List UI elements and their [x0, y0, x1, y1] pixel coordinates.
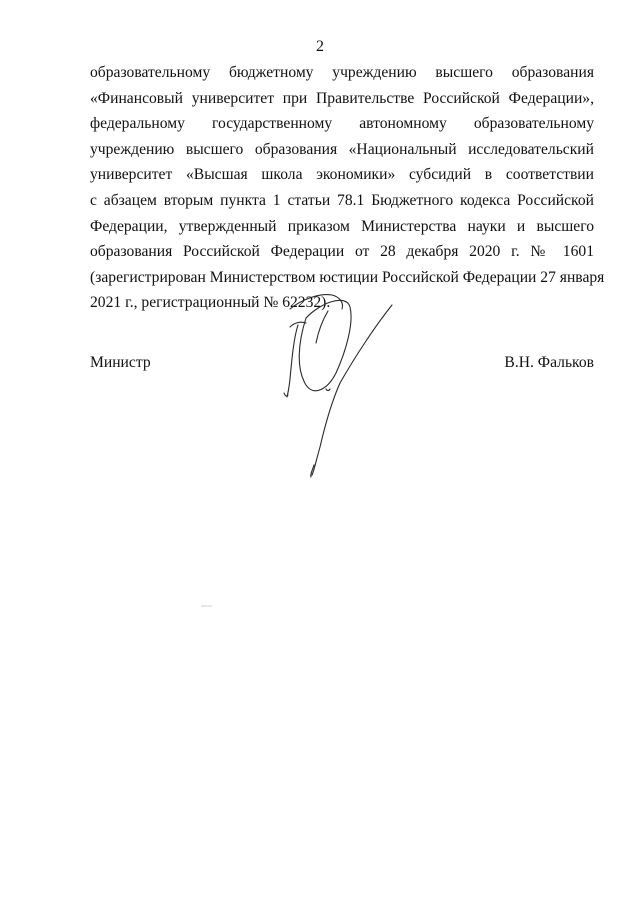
- paragraph-line: с абзацем вторым пункта 1 статьи 78.1 Бюджетного кодекса Российской: [90, 191, 594, 209]
- signature-stroke: [290, 295, 343, 309]
- signature-stroke: [316, 311, 328, 343]
- paragraph-line: (зарегистрирован Министерством юстиции Российской Федерации 27 января: [90, 268, 605, 286]
- signatory-name: В.Н. Фальков: [504, 354, 594, 371]
- stray-mark: [200, 604, 214, 608]
- signature-stroke: [312, 305, 392, 475]
- handwritten-signature: [250, 285, 425, 485]
- paragraph-line: федеральному государственному автономному образовательному: [90, 115, 594, 133]
- paragraph-line: университет «Высшая школа экономики» субсидий в соответствии: [90, 166, 594, 184]
- paragraph-line: учреждению высшего образования «Национальный исследовательский: [90, 140, 594, 158]
- paragraph-line: образовательному бюджетному учреждению высшего образования: [90, 64, 594, 81]
- body-paragraph: [90, 60, 605, 316]
- page-number: 2: [316, 38, 324, 55]
- signature-stroke: [287, 325, 298, 397]
- paragraph-line: Федерации, утвержденный приказом Министерства науки и высшего: [90, 217, 594, 235]
- signature-stroke: [326, 389, 330, 391]
- paragraph-line: «Финансовый университет при Правительстве Российской Федерации»,: [90, 89, 594, 107]
- paragraph-line: 2021 г., регистрационный № 62232).: [90, 294, 331, 312]
- signatory-title: Министр: [90, 354, 151, 371]
- paragraph-line: образования Российской Федерации от 28 декабря 2020 г. № 1601: [90, 243, 594, 261]
